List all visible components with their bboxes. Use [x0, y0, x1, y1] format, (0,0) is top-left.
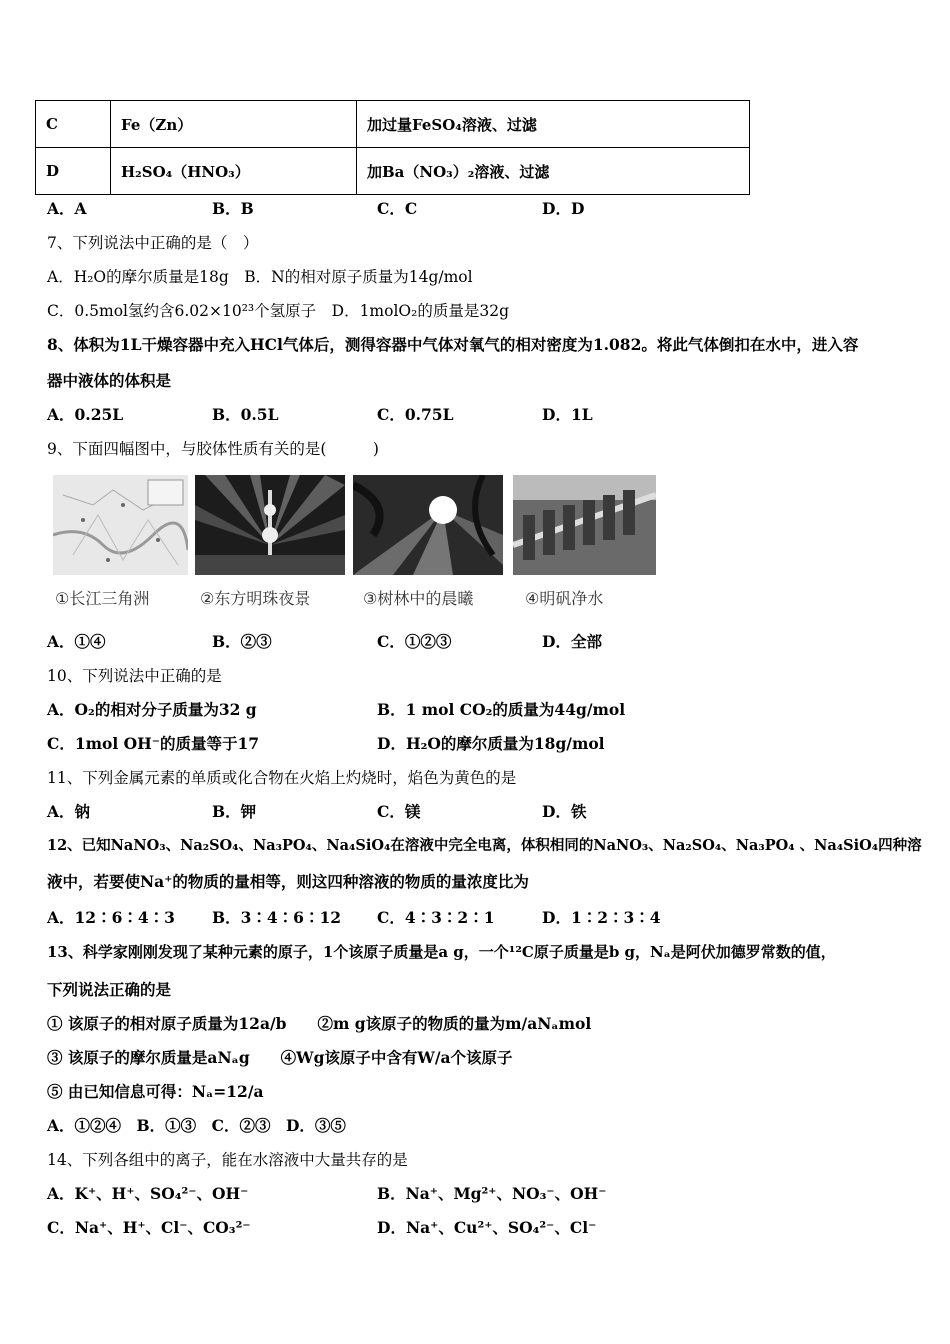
q9-stem: 9、下面四幅图中，与胶体性质有关的是( ) [47, 440, 379, 458]
table-cell-substance: Fe（Zn） [111, 101, 357, 148]
yangtze-delta-map-image [53, 475, 188, 575]
option: B．②③ [212, 632, 272, 651]
option: B．钾 [212, 802, 257, 821]
q8-stem: 8、体积为1L干燥容器中充入HCl气体后，测得容器中气体对氧气的相对密度为1.082。将此气体倒扣在水中，进入容 [47, 335, 859, 354]
q8-options [47, 404, 707, 426]
option: D．1L [542, 405, 593, 424]
option: A．O₂的相对分子质量为32 g [47, 700, 257, 719]
q9-options [47, 631, 707, 653]
option: C．4∶3∶2∶1 [377, 908, 495, 927]
q12-options [47, 907, 707, 929]
q8-stem-cont: 器中液体的体积是 [47, 371, 172, 390]
option: C．镁 [377, 802, 421, 821]
q13-statements-2: ③ 该原子的摩尔质量是aNₐg ④Wg该原子中含有W/a个该原子 [47, 1048, 513, 1067]
oriental-pearl-night-image [195, 475, 345, 575]
option: B．1 mol CO₂的质量为44g/mol [377, 700, 626, 719]
q7-options-line2: C．0.5mol氢约含6.02×10²³个氢原子 D．1molO₂的质量是32g [47, 302, 509, 320]
q12-stem-cont: 液中，若要使Na⁺的物质的量相等，则这四种溶液的物质的量浓度比为 [47, 872, 529, 891]
option: D．H₂O的摩尔质量为18g/mol [377, 734, 605, 753]
q13-options: A．①②④ B．①③ C．②③ D．③⑤ [47, 1116, 346, 1135]
q14-options-row1 [47, 1183, 707, 1205]
q13-stem: 13、科学家刚刚发现了某种元素的原子，1个该原子质量是a g，一个¹²C原子质量是b g，Nₐ是阿伏加德罗常数的值， [47, 943, 836, 961]
q14-options-row2 [47, 1217, 707, 1239]
q13-stem-cont: 下列说法正确的是 [47, 980, 172, 999]
option: D．1∶2∶3∶4 [542, 908, 661, 927]
forest-morning-light-image [353, 475, 503, 575]
table-cell-substance: H₂SO₄（HNO₃） [111, 148, 357, 195]
option: A．0.25L [47, 405, 124, 424]
q10-options-row1 [47, 699, 707, 721]
q10-options-row2 [47, 733, 707, 755]
option: A．A [47, 199, 87, 218]
table-row [36, 148, 750, 195]
purification-table [35, 100, 750, 195]
option: A．钠 [47, 802, 91, 821]
table-cell-method: 加Ba（NO₃）₂溶液、过滤 [357, 148, 750, 195]
option: B．0.5L [212, 405, 279, 424]
q10-stem: 10、下列说法中正确的是 [47, 667, 222, 685]
option: D．全部 [542, 632, 602, 651]
option: D．Na⁺、Cu²⁺、SO₄²⁻、Cl⁻ [377, 1218, 597, 1237]
q12-stem: 12、已知NaNO₃、Na₂SO₄、Na₃PO₄、Na₄SiO₄在溶液中完全电离，体积相同的NaNO₃、Na₂SO₄、Na₃PO₄ 、Na₄SiO₄四种溶 [47, 837, 922, 854]
q9-image-row [53, 475, 663, 575]
table-cell-label: D [36, 148, 111, 195]
option: C．Na⁺、H⁺、Cl⁻、CO₃²⁻ [47, 1218, 251, 1237]
option: B．3∶4∶6∶12 [212, 908, 342, 927]
option: D．铁 [542, 802, 587, 821]
option: B．Na⁺、Mg²⁺、NO₃⁻、OH⁻ [377, 1184, 607, 1203]
q7-options-line1: A．H₂O的摩尔质量是18g B．N的相对原子质量为14g/mol [47, 268, 473, 286]
option: C．C [377, 199, 418, 218]
q7-stem: 7、下列说法中正确的是（ ） [47, 234, 259, 252]
caption: ①长江三角洲 [55, 589, 150, 608]
table-cell-label: C [36, 101, 111, 148]
option: D．D [542, 199, 585, 218]
caption: ②东方明珠夜景 [200, 589, 311, 608]
q14-stem: 14、下列各组中的离子，能在水溶液中大量共存的是 [47, 1151, 408, 1169]
q11-stem: 11、下列金属元素的单质或化合物在火焰上灼烧时，焰色为黄色的是 [47, 769, 517, 787]
alum-water-purification-image [513, 475, 656, 575]
option: B．B [212, 199, 254, 218]
q13-statements-3: ⑤ 由已知信息可得：Nₐ=12/a [47, 1082, 264, 1101]
q13-statements-1: ① 该原子的相对原子质量为12a/b ②m g该原子的物质的量为m/aNₐmol [47, 1014, 592, 1033]
option: A．12∶6∶4∶3 [47, 908, 175, 927]
table-row [36, 101, 750, 148]
option: C．1mol OH⁻的质量等于17 [47, 734, 260, 753]
caption: ④明矾净水 [525, 589, 604, 608]
option: A．①④ [47, 632, 106, 651]
option: A．K⁺、H⁺、SO₄²⁻、OH⁻ [47, 1184, 249, 1203]
option: C．0.75L [377, 405, 454, 424]
table-cell-method: 加过量FeSO₄溶液、过滤 [357, 101, 750, 148]
option: C．①②③ [377, 632, 452, 651]
q6-options [47, 198, 707, 220]
q11-options [47, 801, 707, 823]
caption: ③树林中的晨曦 [363, 589, 474, 608]
